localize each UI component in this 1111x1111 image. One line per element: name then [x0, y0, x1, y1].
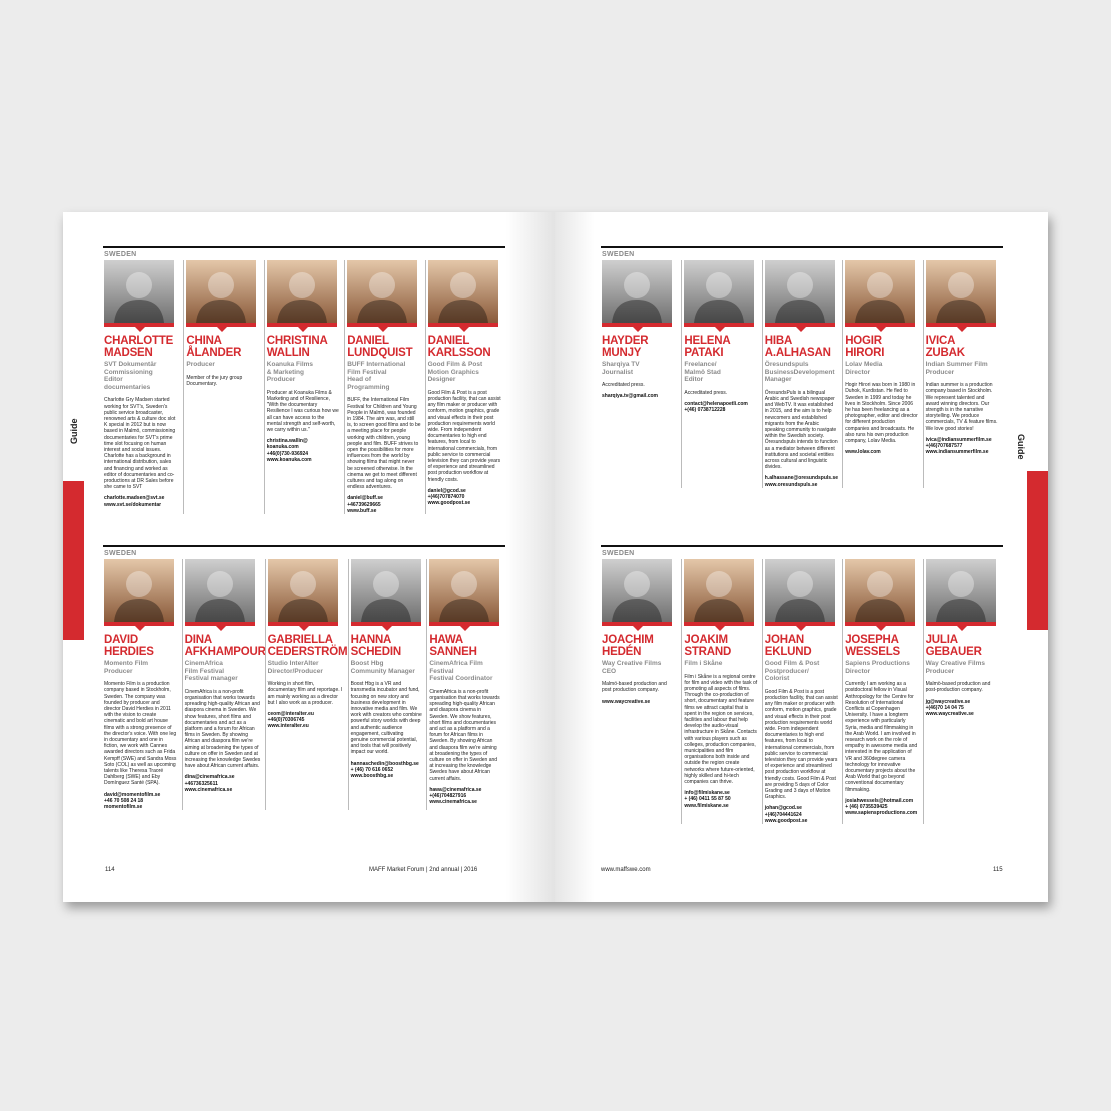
profile-card	[923, 559, 1003, 824]
card-content	[765, 260, 838, 488]
person-contact: contact@helenapoetli.com +(46) 0738712228	[684, 400, 748, 414]
section-bottom-right	[601, 545, 1003, 824]
person-first-name: CHRISTINA	[266, 335, 328, 347]
person-bio: Working in short film, documentary film and reportage. I am mainly working as a director but I also work as a producer.	[267, 681, 343, 706]
person-title: Freelance/ Malmö Stad Editor	[684, 361, 721, 384]
person-title: Way Creative Films CEO	[602, 660, 662, 675]
person-bio: Good Film & Post is a post production facility, that can assist any film maker or producer with conform, motion graphics, grade and visual effects in their post production requirements world wide. From independent documentaries to high end features, from local to international commercials, from public service to commercial television they can provide years of experience and streamlined post production workflow at friendly costs.	[427, 389, 501, 483]
profile-card	[182, 559, 265, 810]
person-contact: www.lolav.com	[845, 449, 881, 456]
person-contact: hawa@cinemafrica.se +(46)704827916 www.cinemafrica.se	[429, 786, 482, 806]
card-content	[104, 559, 178, 810]
portrait-photo	[347, 260, 417, 327]
portrait-photo	[267, 260, 337, 327]
person-first-name: JULIA	[925, 634, 958, 646]
person-last-name: HEDÉN	[602, 645, 642, 658]
person-first-name: CHINA	[186, 335, 222, 347]
card-content	[602, 260, 677, 400]
page-number: 114	[105, 867, 115, 873]
guide-label: Guide	[1016, 434, 1026, 460]
card-content	[428, 260, 501, 506]
country-label: SWEDEN	[602, 251, 635, 258]
divider	[601, 545, 1003, 547]
card-content	[186, 260, 259, 387]
person-last-name: SCHEDIN	[350, 645, 401, 658]
person-title: Good Film & Post Postproducer/ Colorist	[764, 660, 820, 683]
portrait-photo	[926, 260, 996, 327]
profile-card	[426, 559, 505, 810]
divider	[103, 545, 505, 547]
person-bio: Indian summer is a production company based in Stockholm. We represent talented and award winning directors. Our strength is in the narrative storytelling. We produce commercials, TV & feature films. We love good stories!	[925, 382, 998, 432]
person-title: Sharqiya TV Journalist	[602, 361, 640, 376]
card-content	[845, 559, 918, 816]
person-first-name: DANIEL	[347, 335, 389, 347]
person-last-name: SANNEH	[429, 645, 477, 658]
person-title: Lolav Media Director	[845, 361, 883, 376]
person-last-name: KARLSSON	[427, 346, 491, 359]
person-bio: Member of the jury group Documentary.	[186, 374, 243, 387]
person-title: Way Creative Films Producer	[925, 660, 985, 675]
person-contact: hannaschedin@boosthbg.se + (46) 70 616 0652 www.boosthbg.se	[350, 760, 419, 780]
country-label: SWEDEN	[104, 550, 137, 557]
portrait-photo	[765, 559, 835, 626]
card-content	[684, 260, 757, 413]
portrait-photo	[186, 260, 256, 327]
divider	[601, 246, 1003, 248]
person-title: CinemAfrica Film Festival Festival Coordinator	[429, 660, 493, 683]
person-title: Sapiens Productions Director	[845, 660, 910, 675]
person-first-name: JOACHIM	[602, 634, 654, 646]
page-number: 115	[993, 867, 1003, 873]
card-row	[103, 260, 505, 514]
person-last-name: AFKHAMPOUR	[184, 645, 266, 658]
portrait-photo	[429, 559, 499, 626]
profile-card	[762, 559, 842, 824]
footer-text: MAFF Market Forum | 2nd annual | 2016	[369, 867, 478, 873]
profile-card	[842, 260, 922, 488]
portrait-photo	[268, 559, 338, 626]
person-silhouette-icon	[429, 559, 499, 622]
person-first-name: IVICA	[925, 335, 956, 347]
person-silhouette-icon	[684, 559, 754, 622]
person-first-name: HAYDER	[602, 335, 649, 347]
person-silhouette-icon	[602, 260, 672, 323]
photo-pointer	[957, 626, 967, 631]
person-first-name: JOHAN	[764, 634, 805, 646]
person-contact: charlotte.madsen@svt.se www.svt.se/dokumentar	[104, 495, 165, 508]
country-label: SWEDEN	[104, 251, 137, 258]
person-first-name: JOAKIM	[684, 634, 728, 646]
person-title: CinemAfrica Film Festival Festival manager	[184, 660, 238, 683]
person-silhouette-icon	[185, 559, 255, 622]
card-content	[429, 559, 501, 805]
person-first-name: DAVID	[104, 634, 138, 646]
profile-card	[425, 260, 505, 514]
person-contact: johan@gcod.se +(46)704441624 www.goodpost.se	[764, 805, 808, 824]
person-bio: Producer at Koanuka Films & Marketing and of Resilience, "With the documentary Resilience I was curious how we all can have access to the mental strength and self-worth, we carry within us."	[266, 389, 339, 433]
portrait-photo	[185, 559, 255, 626]
photo-pointer	[796, 626, 806, 631]
card-content	[926, 260, 999, 455]
person-last-name: CEDERSTRÖM	[267, 645, 348, 658]
person-bio: Film i Skåne is a regional centre for film and video with the task of promoting all aspects of films. Through the co-production of short, documentary and feature films we attract capital that is spent in the region on services, facilities and labour that help develop the audio-visual infrastructure in Skåne. Contacts with various players such as colleges, production companies, municipalities and film organisations both inside and outside the region create networks where future-oriented, highly skilled and hi-tech companies can thrive.	[684, 673, 758, 786]
person-silhouette-icon	[926, 559, 996, 622]
profile-card	[601, 559, 681, 824]
person-title: Studio InterAlter Director/Producer	[267, 660, 323, 675]
profile-card	[681, 260, 761, 488]
card-content	[684, 559, 757, 809]
person-contact: www.waycreative.se	[602, 698, 651, 705]
person-silhouette-icon	[104, 260, 174, 323]
person-silhouette-icon	[347, 260, 417, 323]
photo-pointer	[135, 626, 145, 631]
person-contact: christina.wallin@ koanuka.com +46(0)730-936924 www.koanuka.com	[266, 438, 312, 463]
photo-pointer	[460, 626, 470, 631]
person-title: Boost Hbg Community Manager	[350, 660, 415, 675]
person-contact: dina@cinemafrica.se +46736325611 www.cinemafrica.se	[184, 774, 235, 793]
photo-pointer	[876, 327, 886, 332]
card-row	[601, 260, 1003, 488]
photo-pointer	[633, 327, 643, 332]
person-bio: Malmö-based production and post-production company.	[925, 681, 991, 694]
card-content	[184, 559, 266, 793]
profile-card	[681, 559, 761, 824]
person-title: BUFF International Film Festival Head of Programming	[347, 361, 406, 391]
photo-pointer	[957, 327, 967, 332]
person-silhouette-icon	[186, 260, 256, 323]
profile-card	[923, 260, 1003, 488]
profile-card	[103, 559, 182, 810]
person-bio: BUFF, the International Film Festival for Children and Young People in Malmö, was founded in 1984. The aim was, and still is, to screen good films and to be a meeting place for people working with children, young people and film. BUFF strives to open the possibilities for more influences from the world by showing films that might never be screened otherwise. In the cinema we get to meet different cultures and tag along on endless adventures.	[347, 397, 421, 491]
person-first-name: HOGIR	[845, 335, 882, 347]
portrait-photo	[684, 559, 754, 626]
card-content	[926, 559, 999, 717]
person-bio: Charlotte Gry Madsen started working for SVT's, Sweden's public service broadcaster, renowned arts & culture doc slot K special in 2012 but is now based in Malmö, commissioning documentaries for SVT's prime time slot focusing on human interest and social issues. Charlotte has a background in international distribution, sales and financing and worked as editor of documentaries and co-productions at DR Sales before she came to SVT	[104, 397, 176, 491]
profile-card	[103, 260, 183, 514]
photo-pointer	[633, 626, 643, 631]
person-contact: h.alhassane@oresundspuls.se www.oresundspuls.se	[764, 475, 839, 488]
person-contact: josiahwessels@hotmail.com + (46) 0735539425 www.sapiensproductions.com	[845, 797, 918, 817]
person-last-name: LUNDQUIST	[347, 346, 413, 359]
person-silhouette-icon	[602, 559, 672, 622]
person-title: SVT Dokumentär Commissioning Editor documentaries	[104, 361, 157, 391]
card-content	[267, 260, 340, 463]
person-silhouette-icon	[684, 260, 754, 323]
photo-pointer	[876, 626, 886, 631]
person-contact: ceom@interalter.eu +46(0)70306745 www.interalter.eu	[267, 711, 314, 730]
card-content	[765, 559, 838, 824]
card-row	[601, 559, 1003, 824]
person-last-name: STRAND	[684, 645, 732, 658]
profile-card	[842, 559, 922, 824]
photo-pointer	[459, 327, 469, 332]
card-content	[347, 260, 420, 514]
person-contact: daniel@buff.se +46739629665 www.buff.se	[347, 495, 383, 514]
person-last-name: HIRORI	[845, 346, 885, 359]
person-first-name: HIBA	[764, 335, 793, 347]
left-page	[63, 212, 555, 902]
person-bio: Hogir Hirori was born in 1980 in Duhok, Kurdistan. He fled to Sweden in 1999 and today he lives in Stockholm. Since 2006 he has been freelancing as a photographer, editor and director for different production companies and broadcasts. He also runs his own production company, Lolav Media.	[845, 382, 918, 445]
photo-pointer	[217, 327, 227, 332]
person-bio: Accreditated press.	[602, 382, 645, 389]
profile-card	[344, 260, 424, 514]
person-first-name: HELENA	[684, 335, 731, 347]
person-first-name: GABRIELLA	[267, 634, 333, 646]
portrait-photo	[104, 260, 174, 327]
person-first-name: HAWA	[429, 634, 464, 646]
person-title: Öresundspuls BusinessDevelopment Manager	[764, 361, 835, 384]
card-content	[845, 260, 918, 455]
person-contact: info@filmiskane.se + (46) 0411 55 87 50 www.filmiskane.se	[684, 790, 731, 809]
country-label: SWEDEN	[602, 550, 635, 557]
person-title: Film i Skåne	[684, 660, 723, 667]
profile-card	[601, 260, 681, 488]
person-silhouette-icon	[926, 260, 996, 323]
person-bio: Currently I am working as a postdoctoral fellow in Visual Anthropology for the Centre for Resolution of International Conflicts at Copenhagen University. I have a longterm experience with particularly Syria, media and filmmaking in the Arab World. I am involved in research work on the role of empathy in awesome media and interested in the application of VR and 360degree camera technology for innovative documentary projects about the Arab World that go beyond conventional documentary filmmaking.	[845, 681, 918, 793]
person-title: Indian Summer Film Producer	[925, 361, 988, 376]
person-first-name: JOSEPHA	[845, 634, 899, 646]
section-top-right	[601, 246, 1003, 488]
person-title: Koanuka Films & Marketing Producer	[266, 361, 314, 384]
person-silhouette-icon	[845, 559, 915, 622]
person-bio: Accreditated press.	[684, 389, 728, 396]
person-contact: david@momentofilm.se +46 70 508 24 18 momentofilm.se	[104, 791, 161, 811]
person-last-name: HERDIES	[104, 645, 154, 658]
photo-pointer	[216, 626, 226, 631]
person-silhouette-icon	[267, 260, 337, 323]
photo-pointer	[378, 327, 388, 332]
person-bio: Momento Film is a production company based in Stockholm, Sweden. The company was founded by producer and director David Herdies in 2011 with the vision to create cinematic and bold art house films with a strong presence of the director's voice. With one leg in documentary and one in fiction, we work with Cannes awarded directors such as Frida Kempff (SWE) and Sandra Moss Soto (COL) as well as upcoming talents like Theresa Traoré Dahlberg (SWE) and Eby Domínguez Santé (SPA).	[104, 681, 177, 787]
portrait-photo	[926, 559, 996, 626]
guide-label: Guide	[69, 418, 79, 444]
footer-text: www.maffswe.com	[601, 867, 651, 873]
portrait-photo	[602, 559, 672, 626]
portrait-photo	[684, 260, 754, 327]
person-bio: Boost Hbg is a VR and transmedia incubator and fund, focusing on new story and business development in innovative media and film. We work with creators who combine powerful story worlds with deep and authentic audience engagement, cultivating genuine commercial potential, and tools that will positively impact our world.	[350, 681, 422, 756]
magazine-spread	[63, 212, 1048, 902]
person-silhouette-icon	[268, 559, 338, 622]
person-title: Momento Film Producer	[104, 660, 149, 675]
photo-pointer	[299, 626, 309, 631]
person-last-name: PATAKI	[684, 346, 724, 359]
portrait-photo	[602, 260, 672, 327]
card-content	[104, 260, 179, 508]
person-first-name: DINA	[184, 634, 212, 646]
section-top-left	[103, 246, 505, 514]
person-last-name: WALLIN	[266, 346, 310, 359]
person-bio: ÖresundsPuls is a bilingual Arabic and Swedish newspaper and WebTV. It was established in 2015, and the aim is to help newcomers and established migrants from the Arabic speaking community to navigate within the Swedish society. Öresundspuls intends to function as a mediator between different institutions and societal entities across cultural and linguistic divides.	[764, 389, 838, 471]
person-last-name: ZUBAK	[925, 346, 965, 359]
photo-pointer	[715, 626, 725, 631]
card-content	[602, 559, 677, 705]
divider	[103, 246, 505, 248]
photo-pointer	[715, 327, 725, 332]
person-first-name: DANIEL	[427, 335, 470, 347]
right-page	[555, 212, 1048, 902]
portrait-photo	[765, 260, 835, 327]
guide-tab	[63, 481, 84, 640]
person-contact: sharqiya.tv@gmail.com	[602, 393, 659, 400]
portrait-photo	[845, 559, 915, 626]
person-last-name: WESSELS	[845, 645, 901, 658]
person-last-name: MADSEN	[104, 346, 153, 359]
person-bio: CinemAfrica is a non-profit organisation that works towards spreading high-quality African and diaspora cinema in Sweden. We show features, short films and documentaries and act as a platform and a forum for African films in Sweden. By showing African and diaspora film we're aiming at broadening the types of culture on offer in Sweden and at increasing the knowledge Swedes have about African current affairs.	[184, 688, 261, 770]
photo-pointer	[382, 626, 392, 631]
photo-pointer	[298, 327, 308, 332]
person-last-name: A.ALHASAN	[764, 346, 831, 359]
card-row	[103, 559, 505, 810]
person-bio: CinemAfrica is a non-profit organisation that works towards spreading high-quality African and diaspora cinema in Sweden. We show features, short films and documentaries and act as a platform and a forum for African films in Sweden. By showing African and diaspora film we're aiming at broadening the types of culture on offer in Sweden and at increasing the knowledge Swedes have about African current affairs.	[429, 688, 500, 782]
person-contact: ivica@indiansummerfilm.se +(46)707687577 www.indiansummerfilm.se	[925, 436, 992, 456]
photo-pointer	[135, 327, 145, 332]
person-last-name: MUNJY	[602, 346, 642, 359]
person-contact: daniel@gcod.se +(46)707874070 www.goodpost.se	[427, 487, 471, 507]
person-title: Good Film & Post Motion Graphics Designer	[427, 361, 483, 384]
profile-card	[183, 260, 263, 514]
person-silhouette-icon	[765, 559, 835, 622]
card-content	[351, 559, 423, 779]
person-first-name: HANNA	[350, 634, 392, 646]
person-silhouette-icon	[765, 260, 835, 323]
person-silhouette-icon	[351, 559, 421, 622]
portrait-photo	[104, 559, 174, 626]
profile-card	[348, 559, 427, 810]
section-bottom-left	[103, 545, 505, 810]
guide-tab	[1027, 471, 1048, 630]
profile-card	[762, 260, 842, 488]
person-silhouette-icon	[104, 559, 174, 622]
profile-card	[264, 260, 344, 514]
person-bio: Good Film & Post is a post production facility, that can assist any film maker or producer with conform, motion graphics, grade and visual effects in their post production requirements world wide. From independent documentaries to high end features, from local to international commercials, from public service to commercial television they can provide years of experience and streamlined post production workflow at friendly costs. Good Film & Post are providing 5 days of Color Grading and 3 days of Motion Graphics.	[764, 688, 838, 801]
person-bio: Malmö-based production and post production company.	[602, 681, 667, 694]
person-last-name: ÅLANDER	[186, 346, 242, 359]
profile-card	[265, 559, 348, 810]
portrait-photo	[351, 559, 421, 626]
person-last-name: EKLUND	[764, 645, 812, 658]
card-content	[267, 559, 348, 730]
person-last-name: GEBAUER	[925, 645, 982, 658]
person-title: Producer	[186, 361, 215, 368]
person-first-name: CHARLOTTE	[104, 335, 174, 347]
portrait-photo	[428, 260, 498, 327]
person-contact: jg@waycreative.se +(46)70 14 04 75 www.waycreative.se	[925, 698, 974, 717]
person-silhouette-icon	[428, 260, 498, 323]
person-silhouette-icon	[845, 260, 915, 323]
photo-pointer	[796, 327, 806, 332]
portrait-photo	[845, 260, 915, 327]
